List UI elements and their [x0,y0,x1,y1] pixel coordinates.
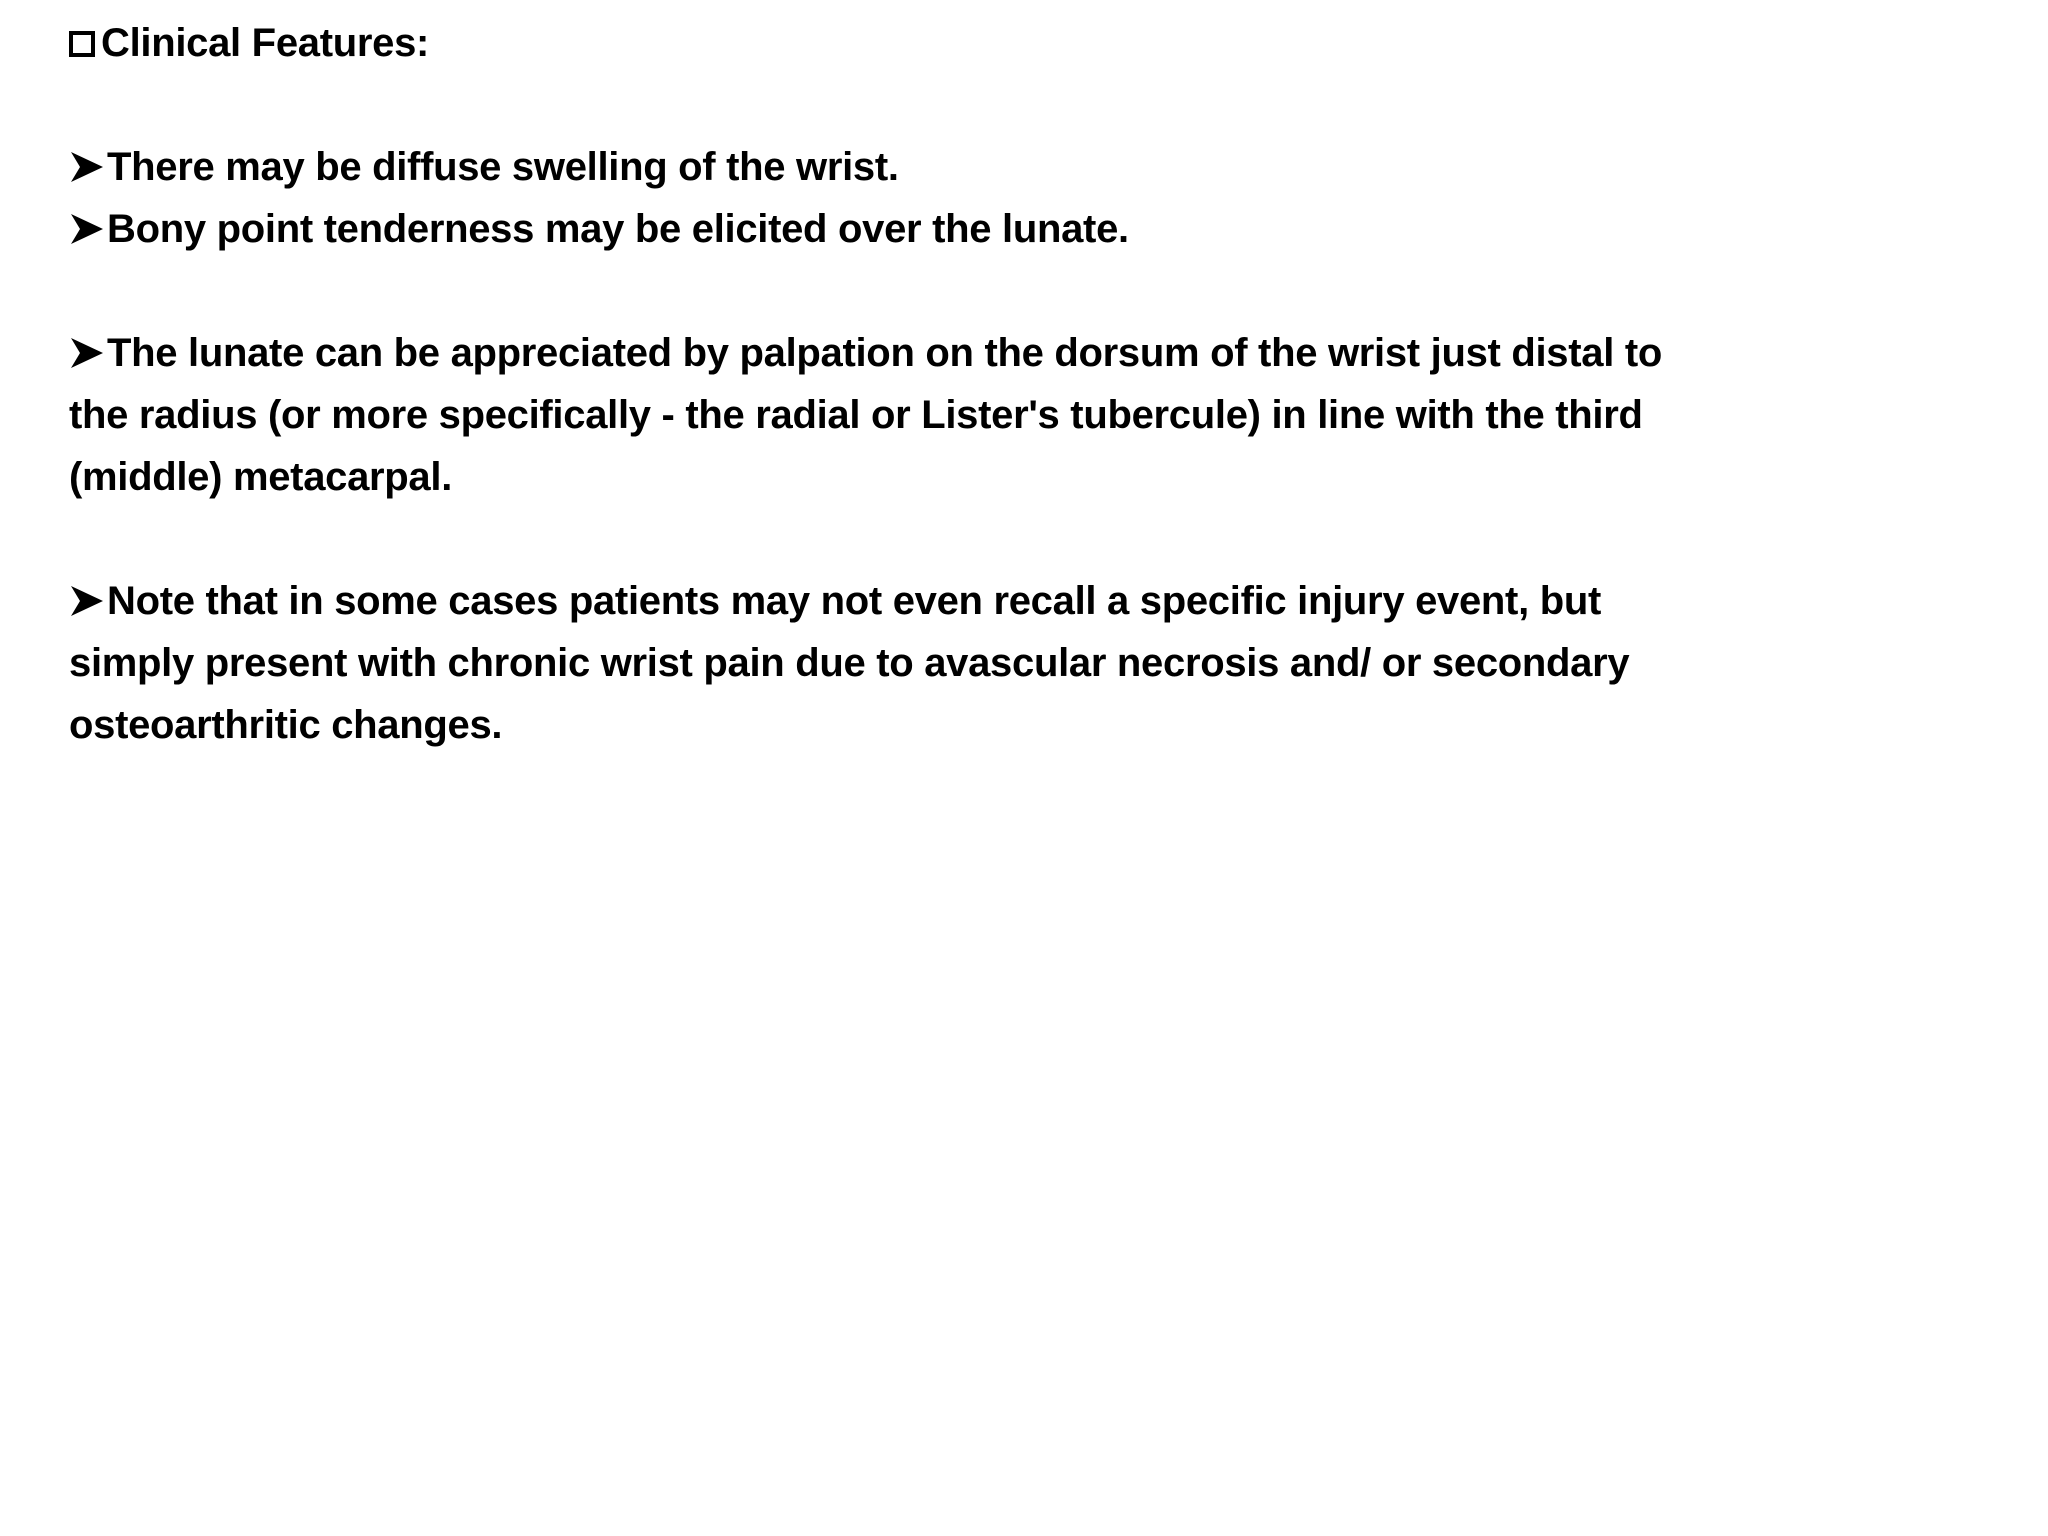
bullet-continuation-line: osteoarthritic changes. [69,703,503,747]
spacer [69,508,1969,570]
bullet-text: The lunate can be appreciated by palpation on the dorsum of the wrist just distal to [107,331,1662,375]
bullet-item [69,136,1969,198]
bullet-text: There may be diffuse swelling of the wrist. [107,145,899,189]
checkbox-square-icon [69,31,95,57]
slide-content [69,12,1969,756]
arrowhead-bullet-icon [69,150,105,184]
bullet-continuation-line: the radius (or more specifically - the radial or Lister's tubercule) in line with the third [69,393,1643,437]
bullet-line [69,322,1969,384]
arrowhead-bullet-icon [69,212,105,246]
bullet-line [69,570,1969,632]
bullet-line [69,198,1969,260]
arrowhead-bullet-icon [69,584,105,618]
arrowhead-bullet-icon [69,336,105,370]
spacer [69,74,1969,136]
spacer [69,260,1969,322]
bullet-line [69,136,1969,198]
bullet-continuation-line: (middle) metacarpal. [69,455,453,499]
bullet-continuation-line: simply present with chronic wrist pain due to avascular necrosis and/ or secondary [69,641,1630,685]
bullet-item [69,198,1969,260]
section-heading-text: Clinical Features: [101,21,430,65]
bullet-item [69,570,1969,756]
section-heading [69,12,1969,74]
bullet-item [69,322,1969,508]
bullet-text: Bony point tenderness may be elicited over the lunate. [107,207,1129,251]
bullet-text: Note that in some cases patients may not even recall a specific injury event, but [107,579,1601,623]
